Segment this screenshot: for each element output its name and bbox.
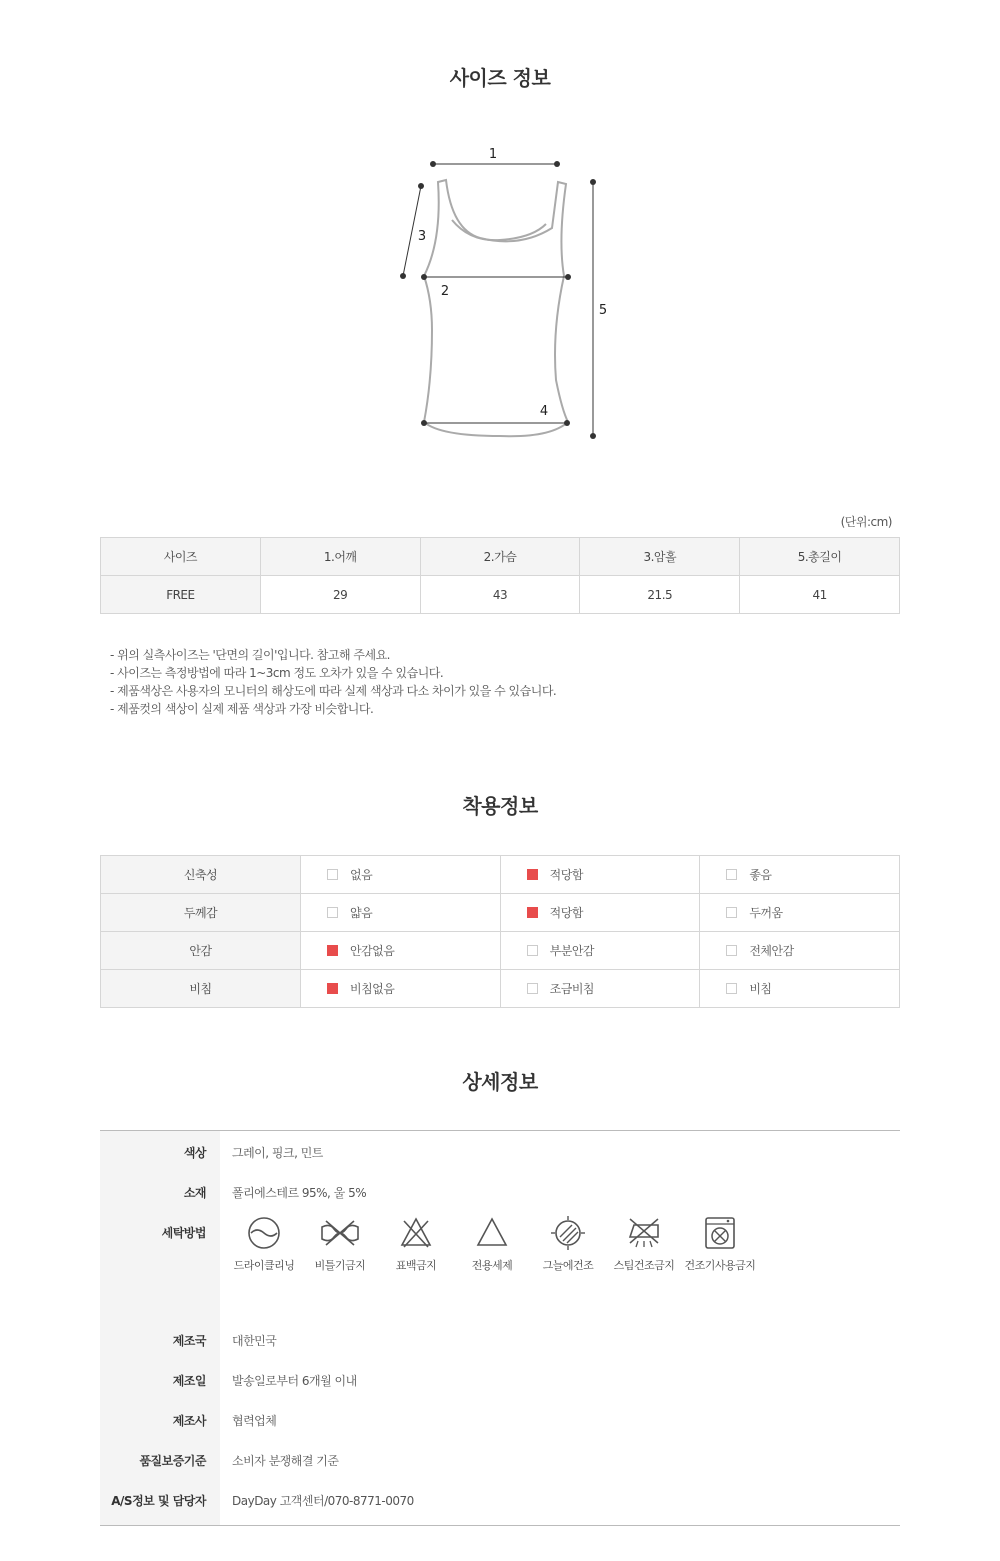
care-item	[454, 1215, 530, 1325]
diagram-label-1: 1	[488, 147, 498, 162]
care-label: 표백금지	[395, 1259, 437, 1272]
checkbox-checked-icon	[327, 945, 338, 956]
detail-row-quality	[100, 1445, 900, 1485]
no-bleach-icon	[398, 1215, 434, 1251]
note-item: - 제품컷의 색상이 실제 제품 색상과 가장 비슷합니다.	[110, 702, 374, 716]
option-label: 비침없음	[350, 982, 395, 996]
length-value: 41	[740, 576, 900, 614]
note-item: - 위의 실측사이즈는 '단면의 길이'입니다. 참고해 주세요.	[110, 648, 390, 662]
checkbox-icon	[327, 869, 338, 880]
detail-label: 소재	[100, 1171, 220, 1211]
detail-row-as	[100, 1485, 900, 1525]
diagram-label-4: 4	[539, 404, 549, 419]
detail-label: 제조일	[100, 1365, 220, 1405]
size-notes	[110, 646, 556, 718]
size-value: FREE	[101, 576, 261, 614]
care-label: 비틀기금지	[314, 1259, 366, 1272]
note-item: - 사이즈는 측정방법에 따라 1~3cm 정도 오차가 있을 수 있습니다.	[110, 666, 444, 680]
checkbox-icon	[726, 983, 737, 994]
dry-clean-icon	[246, 1215, 282, 1251]
garment-outline	[424, 180, 568, 436]
detail-value: DayDay 고객센터/070-8771-0070	[232, 1494, 414, 1508]
detail-label: A/S정보 및 담당자	[100, 1485, 220, 1525]
detail-row-origin	[100, 1325, 900, 1365]
no-wring-icon	[318, 1215, 362, 1251]
detail-table	[100, 1130, 900, 1526]
option-label: 비침	[749, 982, 772, 996]
header-size: 사이즈	[101, 538, 261, 576]
care-item	[226, 1215, 302, 1325]
wear-row-sheer	[101, 970, 900, 1008]
care-item	[682, 1215, 758, 1325]
care-item	[378, 1215, 454, 1325]
shoulder-value: 29	[260, 576, 420, 614]
wear-info-title: 착용정보	[462, 794, 538, 818]
option-label: 안감없음	[350, 944, 395, 958]
care-label: 전용세제	[471, 1259, 513, 1272]
option-label: 적당함	[549, 906, 583, 920]
wear-row-stretch	[101, 856, 900, 894]
wear-label: 두께감	[101, 894, 301, 932]
unit-label: (단위:cm)	[840, 515, 892, 529]
care-label: 스팀건조금지	[613, 1259, 675, 1272]
checkbox-icon	[726, 907, 737, 918]
size-info-title: 사이즈 정보	[449, 66, 551, 90]
armhole-value: 21.5	[580, 576, 740, 614]
detail-label: 제조사	[100, 1405, 220, 1445]
diagram-label-2: 2	[440, 284, 450, 299]
detail-value: 폴리에스테르 95%, 울 5%	[232, 1186, 367, 1200]
table-row	[101, 576, 900, 614]
detail-row-date	[100, 1365, 900, 1405]
size-table-header	[101, 538, 900, 576]
option-label: 적당함	[549, 868, 583, 882]
detail-value: 소비자 분쟁해결 기준	[232, 1454, 339, 1468]
care-label: 그늘에건조	[542, 1259, 594, 1272]
detail-value: 협력업체	[232, 1414, 277, 1428]
care-item	[530, 1215, 606, 1325]
care-label: 드라이클리닝	[233, 1259, 295, 1272]
checkbox-checked-icon	[527, 907, 538, 918]
checkbox-checked-icon	[327, 983, 338, 994]
checkbox-icon	[527, 983, 538, 994]
wear-label: 안감	[101, 932, 301, 970]
wear-table	[100, 855, 900, 1008]
detail-label: 색상	[100, 1131, 220, 1171]
detail-label: 세탁방법	[100, 1211, 220, 1325]
size-table	[100, 537, 900, 614]
checkbox-icon	[327, 907, 338, 918]
detail-row-material	[100, 1171, 900, 1211]
checkbox-icon	[726, 869, 737, 880]
wear-label: 신축성	[101, 856, 301, 894]
care-icons	[220, 1211, 758, 1325]
option-label: 두꺼움	[749, 906, 783, 920]
wear-row-thickness	[101, 894, 900, 932]
diagram-label-3: 3	[417, 229, 427, 244]
detail-info-title: 상세정보	[462, 1070, 538, 1094]
wear-row-lining	[101, 932, 900, 970]
no-tumble-dry-icon	[702, 1215, 738, 1251]
tank-top-diagram	[380, 130, 630, 450]
option-label: 부분안감	[549, 944, 595, 958]
header-length: 5.총길이	[740, 538, 900, 576]
option-label: 전체안감	[749, 944, 794, 958]
detail-label: 품질보증기준	[100, 1445, 220, 1485]
diagram-label-5: 5	[598, 303, 608, 318]
checkbox-icon	[726, 945, 737, 956]
checkbox-icon	[527, 945, 538, 956]
detail-value: 발송일로부터 6개월 이내	[232, 1374, 357, 1388]
note-item: - 제품색상은 사용자의 모니터의 해상도에 따라 실제 색상과 다소 차이가 있을 수 있습니다.	[110, 684, 557, 698]
neutral-detergent-icon	[474, 1215, 510, 1251]
option-label: 조금비침	[549, 982, 595, 996]
chest-value: 43	[420, 576, 580, 614]
header-shoulder: 1.어깨	[260, 538, 420, 576]
wear-label: 비침	[101, 970, 301, 1008]
detail-row-color	[100, 1131, 900, 1171]
detail-row-wash	[100, 1211, 900, 1325]
detail-value: 그레이, 핑크, 민트	[232, 1146, 323, 1160]
detail-label: 제조국	[100, 1325, 220, 1365]
header-armhole: 3.암홀	[580, 538, 740, 576]
no-steam-dry-icon	[624, 1215, 664, 1251]
header-chest: 2.가슴	[420, 538, 580, 576]
care-label: 건조기사용금지	[684, 1259, 756, 1272]
checkbox-checked-icon	[527, 869, 538, 880]
detail-value: 대한민국	[232, 1334, 277, 1348]
option-label: 좋음	[749, 868, 772, 882]
option-label: 얇음	[350, 906, 373, 920]
option-label: 없음	[350, 868, 373, 882]
care-item	[606, 1215, 682, 1325]
shade-dry-icon	[550, 1215, 586, 1251]
care-item	[302, 1215, 378, 1325]
detail-row-maker	[100, 1405, 900, 1445]
